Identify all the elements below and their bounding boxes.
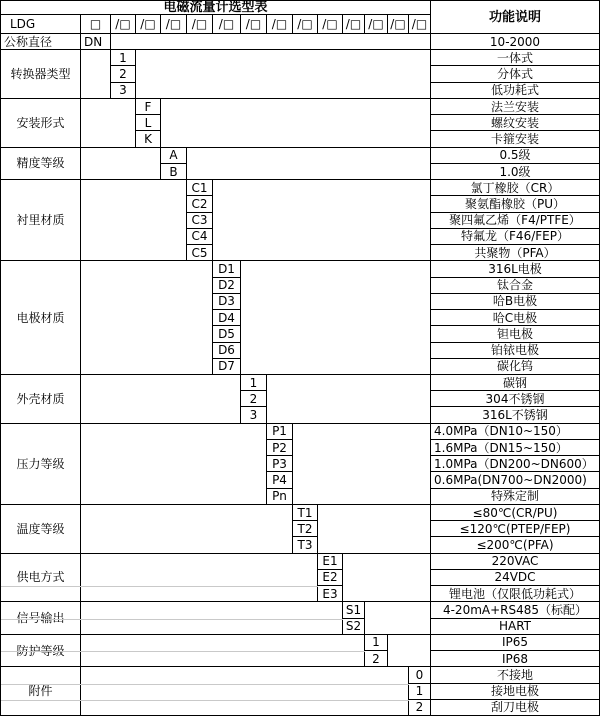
category-electrode-material: 电极材质 (1, 261, 81, 375)
empty-spacer (213, 180, 431, 261)
function-cell: 分体式 (431, 66, 600, 82)
code-cell: B (161, 164, 187, 180)
code-cell: D1 (213, 261, 241, 277)
code-cell: A (161, 148, 187, 164)
category-nominal-diameter: 公称直径 (1, 34, 81, 50)
function-cell: 不接地 (431, 667, 600, 683)
function-cell: 1.6MPa（DN15~150） (431, 440, 600, 456)
code-cell: D7 (213, 359, 241, 375)
code-cell: 2 (365, 651, 388, 667)
empty-spacer (111, 34, 431, 50)
code-cell: 1 (241, 375, 267, 391)
function-cell: 220VAC (431, 554, 600, 570)
function-cell: ≤200℃(PFA) (431, 537, 600, 553)
function-cell: 低功耗式 (431, 83, 600, 99)
function-cell: ≤80℃(CR/PU) (431, 505, 600, 521)
function-cell: 氯丁橡胶（CR） (431, 180, 600, 196)
code-cell: E2 (318, 570, 343, 586)
function-cell: IP68 (431, 651, 600, 667)
empty-spacer (81, 375, 241, 424)
code-cell: P3 (267, 456, 293, 472)
function-cell: 1.0级 (431, 164, 600, 180)
selection-slash-box: /□ (267, 15, 293, 34)
empty-spacer (81, 180, 187, 261)
faint-gridline (1, 700, 409, 701)
code-cell: S2 (343, 619, 365, 635)
empty-spacer (81, 667, 409, 716)
code-cell: C2 (187, 196, 213, 212)
function-cell: 24VDC (431, 570, 600, 586)
function-cell: 碳化钨 (431, 359, 600, 375)
category-accuracy-class: 精度等级 (1, 148, 81, 180)
empty-spacer (318, 505, 431, 554)
category-accessories: 附件 (1, 667, 81, 716)
function-cell: ≤120℃(PTEP/FEP) (431, 521, 600, 537)
model-prefix: LDG (1, 15, 81, 34)
category-install-form: 安装形式 (1, 99, 81, 148)
code-cell: 3 (111, 83, 136, 99)
empty-spacer (343, 554, 431, 603)
selection-slash-box: /□ (318, 15, 343, 34)
empty-spacer (81, 554, 318, 603)
function-cell: 法兰安装 (431, 99, 600, 115)
empty-spacer (81, 99, 136, 148)
code-cell: T3 (293, 537, 318, 553)
code-cell: T1 (293, 505, 318, 521)
table-title: 电磁流量计选型表 (1, 1, 431, 15)
empty-spacer (81, 424, 267, 505)
code-cell: D4 (213, 310, 241, 326)
code-cell: 3 (241, 407, 267, 423)
empty-spacer (81, 505, 293, 554)
function-cell: 接地电极 (431, 684, 600, 700)
selection-slash-box: /□ (161, 15, 187, 34)
function-cell: HART (431, 619, 600, 635)
code-cell: E1 (318, 554, 343, 570)
code-cell: S1 (343, 602, 365, 618)
function-cell: 0.5级 (431, 148, 600, 164)
category-housing-material: 外壳材质 (1, 375, 81, 424)
code-cell: 0 (409, 667, 431, 683)
selection-slash-box: /□ (409, 15, 431, 34)
empty-spacer (267, 375, 431, 424)
empty-spacer (187, 148, 431, 180)
empty-spacer (136, 50, 431, 99)
empty-spacer (293, 424, 431, 505)
function-cell: 304不锈钢 (431, 391, 600, 407)
selection-slash-box: /□ (136, 15, 161, 34)
code-cell: C3 (187, 213, 213, 229)
empty-spacer (365, 602, 431, 634)
code-cell: D3 (213, 294, 241, 310)
category-protection-class: 防护等级 (1, 635, 81, 667)
faint-gridline (1, 586, 318, 587)
code-cell: T2 (293, 521, 318, 537)
category-temperature-class: 温度等级 (1, 505, 81, 554)
code-cell: D6 (213, 343, 241, 359)
function-cell: 10-2000 (431, 34, 600, 50)
function-cell: 特殊定制 (431, 489, 600, 505)
selection-slash-box: /□ (365, 15, 388, 34)
empty-spacer (81, 261, 213, 375)
category-signal-output: 信号输出 (1, 602, 81, 634)
faint-gridline (1, 651, 365, 652)
selection-box: □ (81, 15, 111, 34)
function-cell: 4.0MPa（DN10~150） (431, 424, 600, 440)
faint-gridline (1, 684, 409, 685)
function-cell: 卡箍安装 (431, 131, 600, 147)
selection-slash-box: /□ (111, 15, 136, 34)
selection-slash-box: /□ (343, 15, 365, 34)
faint-gridline (1, 619, 343, 620)
code-cell: C5 (187, 245, 213, 261)
selection-slash-box: /□ (241, 15, 267, 34)
function-cell: 钽电极 (431, 326, 600, 342)
function-cell: 碳钢 (431, 375, 600, 391)
function-cell: 一体式 (431, 50, 600, 66)
code-cell: 2 (241, 391, 267, 407)
code-cell: C1 (187, 180, 213, 196)
selection-slash-box: /□ (213, 15, 241, 34)
code-cell: Pn (267, 489, 293, 505)
code-cell: 2 (409, 700, 431, 716)
function-cell: 316L电极 (431, 261, 600, 277)
empty-spacer (241, 261, 431, 375)
category-pressure-class: 压力等级 (1, 424, 81, 505)
empty-spacer (388, 635, 431, 667)
function-cell: 1.0MPa（DN200~DN600） (431, 456, 600, 472)
function-cell: 316L不锈钢 (431, 407, 600, 423)
function-cell: 刮刀电极 (431, 700, 600, 716)
function-cell: 锂电池（仅限低功耗式） (431, 586, 600, 602)
function-cell: 哈B电极 (431, 294, 600, 310)
code-cell: P1 (267, 424, 293, 440)
function-cell: 0.6MPa(DN700~DN2000) (431, 472, 600, 488)
function-cell: 钛合金 (431, 278, 600, 294)
code-cell: DN (81, 34, 111, 50)
code-cell: P4 (267, 472, 293, 488)
function-column-header: 功能说明 (431, 1, 600, 34)
function-cell: 哈C电极 (431, 310, 600, 326)
code-cell: C4 (187, 229, 213, 245)
function-cell: 铂铱电极 (431, 343, 600, 359)
empty-spacer (81, 50, 111, 99)
category-power-supply: 供电方式 (1, 554, 81, 603)
function-cell: 4-20mA+RS485（标配） (431, 602, 600, 618)
code-cell: F (136, 99, 161, 115)
selection-slash-box: /□ (187, 15, 213, 34)
code-cell: D5 (213, 326, 241, 342)
function-cell: 聚四氟乙烯（F4/PTFE） (431, 213, 600, 229)
code-cell: 1 (365, 635, 388, 651)
code-cell: 2 (111, 66, 136, 82)
code-cell: L (136, 115, 161, 131)
function-cell: 共聚物（PFA） (431, 245, 600, 261)
function-cell: 特氟龙（F46/FEP） (431, 229, 600, 245)
selection-slash-box: /□ (388, 15, 409, 34)
empty-spacer (161, 99, 431, 148)
function-cell: IP65 (431, 635, 600, 651)
code-cell: D2 (213, 278, 241, 294)
category-converter-type: 转换器类型 (1, 50, 81, 99)
function-cell: 螺纹安装 (431, 115, 600, 131)
code-cell: 1 (409, 684, 431, 700)
code-cell: E3 (318, 586, 343, 602)
function-cell: 聚氨酯橡胶（PU） (431, 196, 600, 212)
empty-spacer (81, 148, 161, 180)
code-cell: P2 (267, 440, 293, 456)
selection-slash-box: /□ (293, 15, 318, 34)
category-lining-material: 衬里材质 (1, 180, 81, 261)
code-cell: 1 (111, 50, 136, 66)
code-cell: K (136, 131, 161, 147)
